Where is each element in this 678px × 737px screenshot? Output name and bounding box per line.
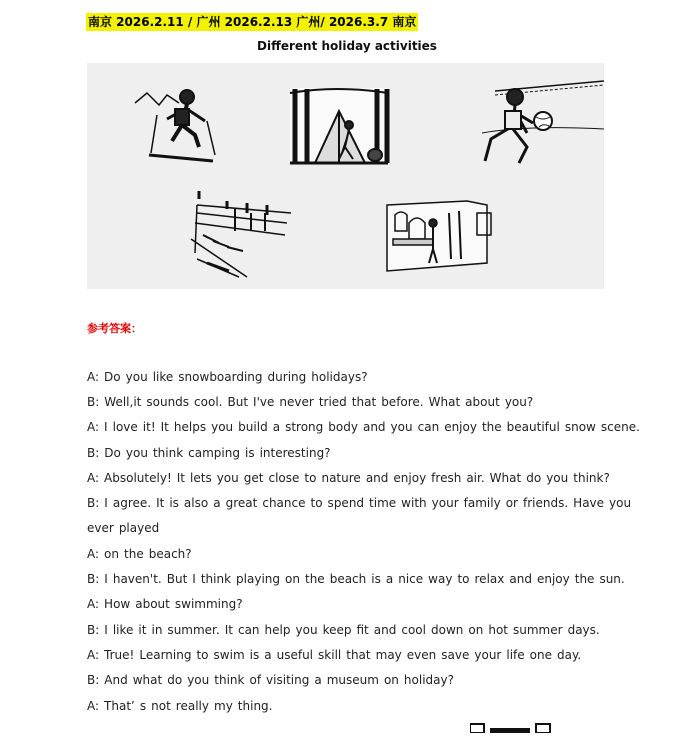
dialogue-line: B: Do you think camping is interesting? (87, 446, 331, 460)
dialogue-line: B: I haven't. But I think playing on the beach is a nice way to relax and enjoy the sun. (87, 572, 625, 586)
dialogue-line: A: True! Learning to swim is a useful skill that may even save your life one day. (87, 648, 582, 662)
dialogue-line: A: I love it! It helps you build a strong body and you can enjoy the beautiful snow scene. (87, 420, 640, 434)
document-title: Different holiday activities (257, 39, 437, 53)
swimming-pool-scene (191, 191, 291, 277)
museum-scene (387, 201, 491, 271)
dialogue-line: A: on the beach? (87, 547, 192, 561)
dialogue-line: ever played (87, 521, 160, 535)
dialogue-line: A: Do you like snowboarding during holidays? (87, 370, 368, 384)
page-footer-marks (470, 718, 560, 730)
camping-scene (290, 88, 388, 163)
dialogue-line: A: Absolutely! It lets you get close to nature and enjoy fresh air. What do you think? (87, 471, 610, 485)
beach-volleyball-scene (482, 81, 604, 163)
dialogue-line: B: I like it in summer. It can help you keep fit and cool down on hot summer days. (87, 623, 600, 637)
dialogue-line: B: I agree. It is also a great chance to spend time with your family or friends. Have you (87, 496, 632, 510)
holiday-activities-illustration (87, 63, 604, 289)
skiing-scene (135, 90, 215, 161)
reference-answer-label: 参考答案： (87, 322, 142, 335)
dialogue-line: B: And what do you think of visiting a museum on holiday? (87, 673, 454, 687)
dialogue-line: A: How about swimming? (87, 597, 243, 611)
dialogue-line: B: Well,it sounds cool. But I've never tried that before. What about you? (87, 395, 534, 409)
header-tag: 南京 2026.2.11 / 广州 2026.2.13 广州/ 2026.3.7 南京 (88, 15, 417, 29)
dialogue-line: A: That’ s not really my thing. (87, 699, 273, 713)
